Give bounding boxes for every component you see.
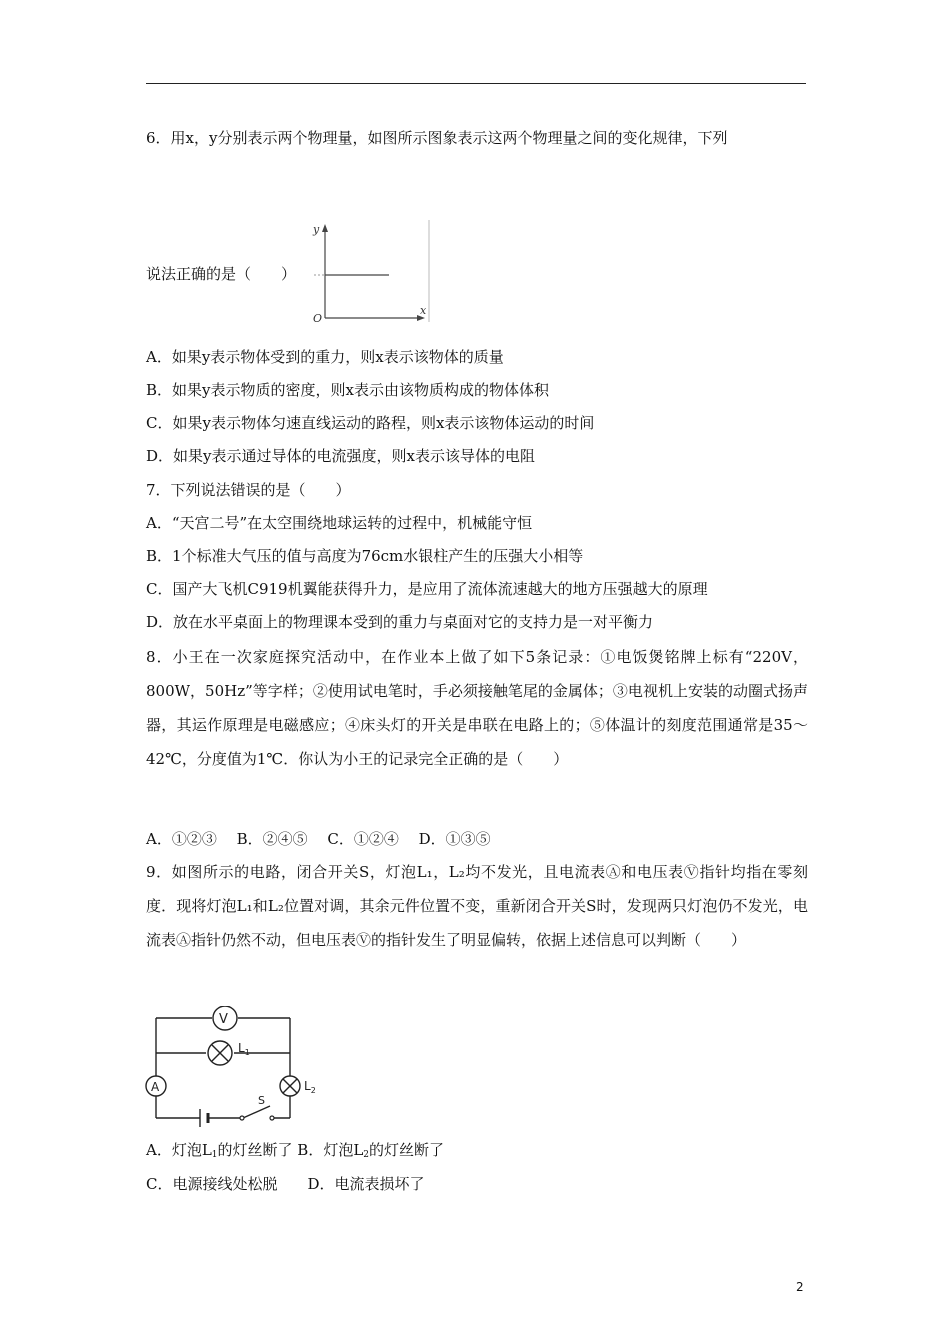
q6-option-c: C．如果y表示物体匀速直线运动的路程，则x表示该物体运动的时间: [146, 414, 595, 432]
q7-option-d: D．放在水平桌面上的物理课本受到的重力与桌面对它的支持力是一对平衡力: [146, 613, 654, 631]
q9-options-row1: A．灯泡$L_1$的灯丝断了 B．灯泡$L_2$的灯丝断了: [146, 1141, 445, 1160]
y-axis-arrow: [322, 224, 328, 232]
switch-lever: [243, 1106, 270, 1118]
q6-stem-line2: 说法正确的是（ ）: [146, 265, 297, 283]
q6-stem-line1: 6．用x，y分别表示两个物理量，如图所示图象表示这两个物理量之间的变化规律，下列: [146, 129, 728, 147]
q9-circuit-diagram: [142, 1006, 326, 1130]
q7-option-a: A．“天宫二号”在太空围绕地球运转的过程中，机械能守恒: [146, 514, 533, 532]
graph-x-label: x: [420, 304, 427, 317]
header-rule: [146, 83, 806, 84]
q9-stem: 9．如图所示的电路，闭合开关S，灯泡L₁，L₂均不发光，且电流表Ⓐ和电压表Ⓥ指针均指在零刻度．现将灯泡L₁和L₂位置对调，其余元件位置不变，重新闭合开关S时，发现两只灯泡仍不发光，电流表Ⓐ指针仍然不动，但电压表Ⓥ的指针发生了明显偏转，依据上述信息可以判断（ ）: [146, 863, 808, 949]
q6-option-b: B．如果y表示物质的密度，则x表示由该物质构成的物体体积: [146, 381, 549, 399]
switch-label: S: [258, 1094, 265, 1107]
q8-stem: 8．小王在一次家庭探究活动中，在作业本上做了如下5条记录：①电饭煲铭牌上标有“220V，800W，50Hz”等字样；②使用试电笔时，手必须接触笔尾的金属体；③电视机上安装的动圈式扬声器，其运作原理是电磁感应；④床头灯的开关是串联在电路上的；⑤体温计的刻度范围通常是35～42℃，分度值为1℃．你认为小王的记录完全正确的是（ ）: [146, 648, 808, 768]
q9-options-row2: C．电源接线处松脱 D．电流表损坏了: [146, 1175, 425, 1193]
graph-origin-label: O: [313, 312, 323, 325]
q6-graph: [305, 218, 433, 326]
lamp-l1-label: $L_1$: [238, 1041, 250, 1057]
q6-option-a: A．如果y表示物体受到的重力，则x表示该物体的质量: [146, 348, 504, 366]
graph-y-label: y: [313, 223, 320, 236]
q7-option-c: C．国产大飞机C919机翼能获得升力，是应用了流体流速越大的地方压强越大的原理: [146, 580, 708, 598]
q6-option-d: D．如果y表示通过导体的电流强度，则x表示该导体的电阻: [146, 447, 535, 465]
lamp-l2-label: $L_2$: [304, 1079, 316, 1095]
switch-contact-left: [240, 1116, 244, 1120]
ammeter-label: A: [151, 1080, 160, 1094]
q8-options: A．①②③ B．②④⑤ C．①②④ D．①③⑤: [146, 830, 491, 848]
q7-stem: 7．下列说法错误的是（ ）: [146, 481, 351, 499]
page-number: 2: [796, 1280, 804, 1294]
switch-contact-right: [270, 1116, 274, 1120]
q7-option-b: B．1个标准大气压的值与高度为76cm水银柱产生的压强大小相等: [146, 547, 584, 565]
voltmeter-label: V: [219, 1012, 228, 1027]
